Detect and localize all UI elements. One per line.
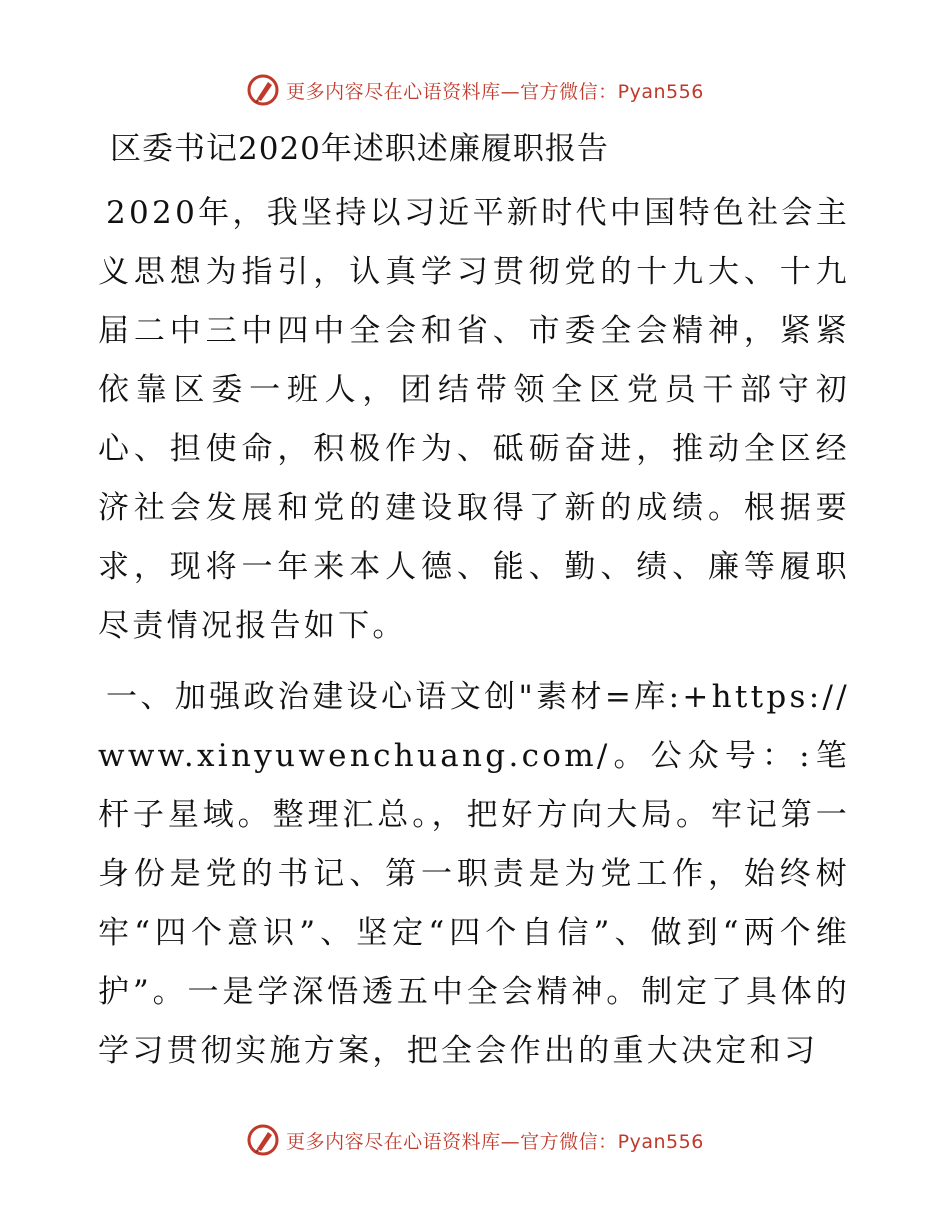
document-title: 区委书记2020年述职述廉履职报告 bbox=[110, 131, 609, 167]
watermark-group bbox=[246, 1123, 704, 1157]
paragraph-intro: 2020年，我坚持以习近平新时代中国特色社会主义思想为指引，认真学习贯彻党的十九大、十九届二中三中四中全会和省、市委全会精神，紧紧依靠区委一班人，团结带领全区党员干部守初心、担使命，积极作为、砥砺奋进，推动全区经济社会发展和党的建设取得了新的成绩。根据要求，现将一年来本人德、能、勤、绩、廉等履职尽责情况报告如下。 bbox=[98, 195, 850, 644]
pen-nib-circle-icon bbox=[246, 1123, 280, 1157]
paragraph-section-one: 一、加强政治建设心语文创"素材=库:+https://www.xinyuwenchuang.com/。公众号：:笔杆子星域。整理汇总。，把好方向大局。牢记第一身份是党的书记、第一职责是为党工作，始终树牢“四个意识”、坚定“四个自信”、做到“两个维护”。一是学深悟透五中全会精神。制定了具体的学习贯彻实施方案，把全会作出的重大决定和习 bbox=[98, 679, 850, 1069]
watermark-banner-top bbox=[0, 70, 950, 110]
watermark-group bbox=[246, 73, 704, 107]
watermark-banner-bottom bbox=[0, 1120, 950, 1160]
watermark-text: 更多内容尽在心语资料库—官方微信：Pyan556 bbox=[286, 80, 704, 103]
pen-nib-circle-icon bbox=[246, 73, 280, 107]
watermark-text: 更多内容尽在心语资料库—官方微信：Pyan556 bbox=[286, 1130, 704, 1153]
document-body bbox=[98, 124, 850, 1081]
